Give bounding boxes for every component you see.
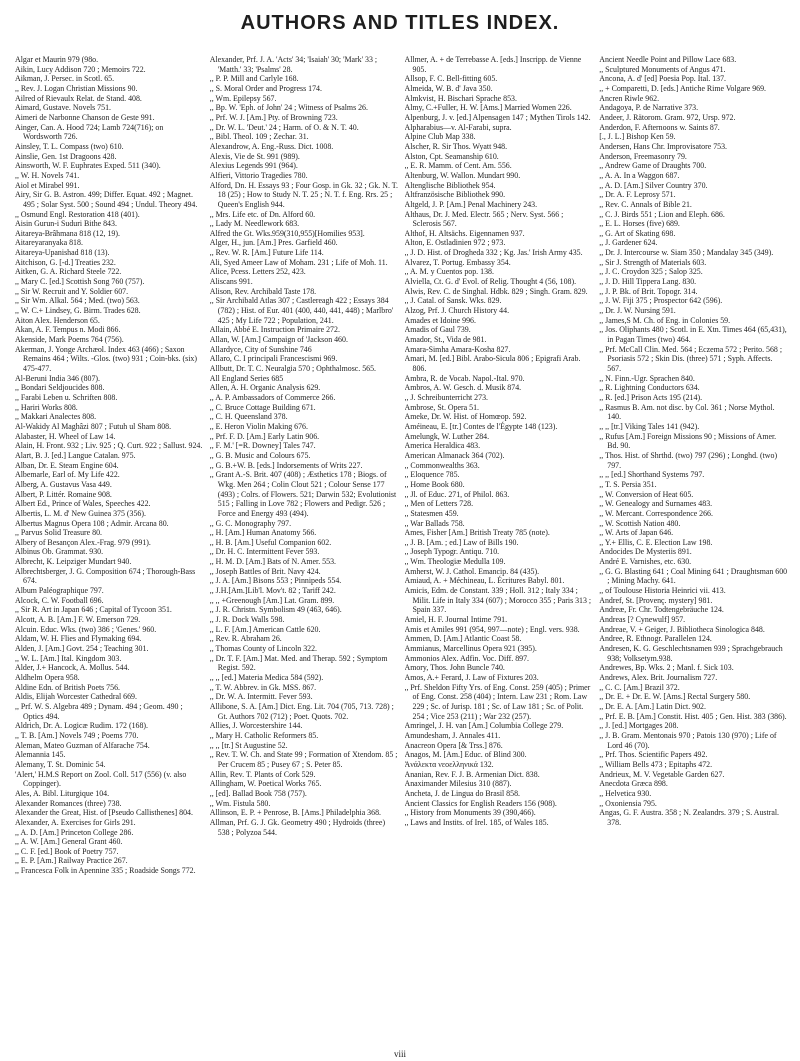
index-entry: Aitareya-Brâhmana 818 (12, 19). bbox=[15, 228, 120, 238]
index-entry: ,, H. B. [Am.] Useful Companion 602. bbox=[209, 537, 332, 547]
index-entry: Aitareyaranyaka 818. bbox=[15, 238, 83, 248]
index-entry: Aitchison, G. [-d.] Treaties 232. bbox=[15, 257, 116, 267]
index-entry: Anacreon Opera [& Trss.] 876. bbox=[404, 740, 503, 750]
index-entry: Alpenburg, J. v. [ed.] Alpensagen 147 ; Mythen Tirols 142. bbox=[404, 112, 591, 122]
index-entry: Alemany, T. St. Dominic 54. bbox=[15, 759, 106, 769]
index-entry: Andocides De Mysteriis 891. bbox=[599, 547, 692, 557]
index-entry: Alemannia 145. bbox=[15, 750, 66, 760]
index-entry: ,, ,, [ed.] Materia Medica 584 (592). bbox=[209, 673, 324, 682]
index-entry: Aldam, W. H. Flies and Flymaking 694. bbox=[15, 634, 142, 644]
index-entry: Allies, J. Worcestershire 144. bbox=[209, 721, 303, 731]
index-entry: Alcott, A. B. [Am.] F. W. Emerson 729. bbox=[15, 615, 141, 625]
index-entry: ,, Parvus Solid Treasure 80. bbox=[15, 528, 103, 538]
index-entry: Amherst, W. J. Cathol. Emancip. 84 (435). bbox=[404, 566, 540, 576]
index-entry: Algar et Maurin 979 (98o. bbox=[15, 55, 99, 64]
index-entry: Albrechtsberger, J. G. Composition 674 ; Thorough-Bass 674. bbox=[15, 566, 196, 586]
index-entry: ,, Sir Wm. Alkal. 564 ; Med. (two) 563. bbox=[15, 296, 140, 306]
index-entry: ,, Farabi Leben u. Schriften 808. bbox=[15, 392, 118, 402]
index-entry: Althaus, Dr. J. Med. Electr. 565 ; Nerv. Syst. 566 ; Sclerosis 567. bbox=[404, 209, 564, 229]
index-entry: Ali, Syed Ameer Law of Moham. 231 ; Life of Moh. 11. bbox=[209, 257, 388, 267]
index-entry: ,, Dr. J. Intercourse w. Siam 350 ; Mandalay 345 (349). bbox=[599, 248, 774, 258]
index-entry: ,, Oxoniensia 795. bbox=[599, 798, 657, 808]
index-entry: Ainger, Can. A. Hood 724; Lamb 724(716); on Wordsworth 726. bbox=[15, 122, 164, 142]
index-entry: Alfieri, Vittorio Tragedies 780. bbox=[209, 170, 308, 180]
index-entry: Amiel, H. F. Journal Intime 791. bbox=[404, 615, 508, 625]
index-entry: ,, Home Book 680. bbox=[404, 479, 465, 489]
index-entry: ,, Dr. E. A. [Am.] Latin Dict. 902. bbox=[599, 701, 706, 711]
index-entry: Amundesham, J. Annales 411. bbox=[404, 730, 501, 740]
index-entry: Allan, W. [Am.] Campaign of 'Jackson 460. bbox=[209, 335, 348, 345]
index-entry: Aleman, Mateo Guzman of Alfarache 754. bbox=[15, 740, 150, 750]
index-entry: ,, Prf. F. D. [Am.] Early Latin 906. bbox=[209, 431, 320, 441]
index-entry: Alexius Legends 991 (964). bbox=[209, 161, 298, 171]
index-entry: ,, Sir Archibald Atlas 307 ; Castlereagh 422 ; Essays 384 (782) ; Hist. of Eur. 401 (400, 440, 441, 448) ; Marlbro' 425 ; My Life 722 ; Population, 241. bbox=[209, 296, 394, 325]
index-entry: Ancona, A. d' [ed] Poesia Pop. Ital. 137. bbox=[599, 74, 727, 84]
index-entry: ,, Commonwealths 363. bbox=[404, 460, 480, 470]
index-entry: Ammen, D. [Am.] Atlantic Coast 58. bbox=[404, 634, 522, 644]
index-entry: Alzog, Prf. J. Church History 44. bbox=[404, 306, 510, 316]
index-entry: ,, T. W. Abbrev. in Gk. MSS. 867. bbox=[209, 682, 317, 692]
index-entry: [., J. L.] Bishop Ken 59. bbox=[599, 132, 676, 142]
index-entry: Albery of Besançon Alex.-Frag. 979 (991). bbox=[15, 537, 151, 547]
index-entry: Aldhelm Opera 958. bbox=[15, 673, 80, 682]
index-entry: Amiaud, A. + Méchineau, L. Écritures Babyl. 801. bbox=[404, 576, 565, 586]
index-entry: ,, Thos. Hist. of Shrthd. (two) 797 (296) ; Longhd. (two) 797. bbox=[599, 450, 778, 470]
index-entry: ,, Dr. W. A. Intermitt. Fever 593. bbox=[209, 692, 313, 702]
index-entry: American Almanack 364 (702). bbox=[404, 450, 505, 460]
index-entry: Alton, E. Ostladinien 972 ; 973. bbox=[404, 238, 506, 248]
index-entry: ,, J. R. Dock Walls 598. bbox=[209, 615, 285, 625]
index-entry: Allin, Rev. T. Plants of Cork 529. bbox=[209, 769, 316, 779]
index-entry: 'Alert,' H.M.S Report on Zool. Coll. 517 (556) (v. also Coppinger). bbox=[15, 769, 187, 789]
index-entry: Albrecht, K. Leipziger Mundart 940. bbox=[15, 557, 132, 567]
index-entry: Albinus Ob. Grammat. 930. bbox=[15, 547, 104, 557]
index-entry: ,, J.H.[Am.]Lib'l. Mov't. 82 ; Tariff 242. bbox=[209, 586, 336, 596]
index-entry: Aisin Gurun-i Suduri Bithe 843. bbox=[15, 219, 117, 229]
index-entry: Alabaster, H. Wheel of Law 14. bbox=[15, 431, 116, 441]
index-entry: ,, W. Genealogy and Surnames 483. bbox=[599, 499, 713, 509]
index-entry: ,, J. [ed.] Mortgages 208. bbox=[599, 721, 679, 731]
index-entry: Alexis, Vie de St. 991 (989). bbox=[209, 151, 300, 161]
index-entry: Ammianus, Marcellinus Opera 921 (395). bbox=[404, 644, 537, 654]
index-entry: ,, R. [ed.] Prison Acts 195 (214). bbox=[599, 392, 703, 402]
index-entry: Altenburg, W. Wallon. Mundart 990. bbox=[404, 170, 521, 180]
index-entry: Alban, Dr. E. Steam Engine 604. bbox=[15, 460, 119, 470]
index-entry: Almeida, W. B. d' Java 350. bbox=[404, 83, 493, 93]
index-entry: Allain, Abbé E. Instruction Primaire 272. bbox=[209, 325, 340, 335]
index-entry: Ananian, Rev. F. J. B. Armenian Dict. 838. bbox=[404, 769, 540, 779]
index-entry: ,, Mary C. [ed.] Scottish Song 760 (757). bbox=[15, 277, 145, 287]
index-entry: Ammonios Alex. Adfin. Voc. Diff. 897. bbox=[404, 653, 529, 663]
index-entry: Albert, P. Littér. Romaine 908. bbox=[15, 489, 112, 499]
index-entry: ,, W. L. [Am.] Ital. Kingdom 303. bbox=[15, 653, 122, 663]
index-entry: Allmer, A. + de Terrebasse A. [eds.] Inscripp. de Vienne 905. bbox=[404, 55, 582, 74]
index-entry: ,, Rev. J. Logan Christian Missions 90. bbox=[15, 83, 138, 93]
index-entry: ,, W. Mercant. Correspondence 266. bbox=[599, 508, 713, 518]
index-entry: Alpharabius—v. Al-Farabi, supra. bbox=[404, 122, 512, 132]
index-entry: Anecdota Græca 898. bbox=[599, 779, 668, 789]
index-entry: Andree, R. Ethnogr. Parallelen 124. bbox=[599, 634, 712, 644]
index-entry: Amara-Simha Amara-Kosha 827. bbox=[404, 344, 511, 354]
index-entry: ,, Prf. Thos. Scientific Papers 492. bbox=[599, 750, 708, 760]
index-entry: ,, A. D. [Am.] Silver Country 370. bbox=[599, 180, 708, 190]
index-column-2 bbox=[210, 55, 399, 1045]
index-entry: ,, Prf. E. B. [Am.] Constit. Hist. 405 ; Gen. Hist. 383 (386). bbox=[599, 711, 787, 721]
index-entry: Althof, H. Altsächs. Eigennamen 937. bbox=[404, 228, 525, 238]
index-entry: Ambrose, St. Opera 51. bbox=[404, 402, 480, 412]
index-entry: Albertis, L. M. d' New Guinea 375 (356). bbox=[15, 508, 146, 518]
index-entry: Allen, A. H. Organic Analysis 629. bbox=[209, 383, 321, 393]
index-entry: ,, J. W. Fiji 375 ; Prospector 642 (596). bbox=[599, 296, 723, 306]
index-entry: Aitken, G. A. Richard Steele 722. bbox=[15, 267, 122, 277]
index-entry: ,, C. C. [Am.] Brazil 372. bbox=[599, 682, 680, 692]
index-entry: Amicis, Edm. de Constant. 339 ; Holl. 312 ; Italy 334 ; Milit. Life in Italy 334 (607) ; Morocco 355 ; Paris 313 ; Spain 337. bbox=[404, 586, 592, 615]
index-entry: Aikman, J. Persec. in Scotl. 65. bbox=[15, 74, 115, 84]
index-entry: ,, T. S. Persia 351. bbox=[599, 479, 657, 489]
index-entry: ,, J. Catal. of Sansk. Wks. 829. bbox=[404, 296, 502, 306]
index-entry: ,, Y.+ Ellis, C. E. Election Law 198. bbox=[599, 537, 713, 547]
index-entry: ,, J. Gardener 624. bbox=[599, 238, 658, 248]
index-entry: Alviella, Ct. G. d' Evol. of Relig. Thought 4 (56, 108). bbox=[404, 277, 577, 287]
index-entry: Amis et Amiles 991 (954, 997—note) ; Engl. vers. 938. bbox=[404, 624, 580, 634]
index-entry: Ainslie, Gen. 1st Dragoons 428. bbox=[15, 151, 117, 161]
index-entry: ,, Grant A.-S. Brit. 407 (408) ; Æsthetics 178 ; Biogs. of Wkg. Men 264 ; Colin Clout 521 ; Colour Sense 177 (493) ; Colrs. of Flowers. 521; Darwin 532; Evolutionist 515 ; Falling in Love 782 ; Flowers and Pedigr. 526 ; Force and Energy 493 (494). bbox=[209, 470, 397, 518]
index-entry: Aimard, Gustave. Novels 751. bbox=[15, 103, 111, 113]
index-entry: Alfred the Gt. Wks.959(310,955)[Homilies 953]. bbox=[209, 228, 365, 238]
index-entry: Andersen, Hans Chr. Improvisatore 753. bbox=[599, 141, 728, 151]
index-entry: Ales, A. Bibl. Liturgique 104. bbox=[15, 788, 110, 798]
index-entry: ,, J. D. Hill Tippera Lang. 830. bbox=[599, 277, 697, 287]
index-entry: Aimeri de Narbonne Chanson de Geste 991. bbox=[15, 112, 155, 122]
index-entry: Alain, H. Front. 932 ; Liv. 925 ; Q. Curt. 922 ; Sallust. 924. bbox=[15, 441, 203, 451]
index-entry: Amory, Thos. John Buncle 740. bbox=[404, 663, 505, 673]
index-entry: ,, Jl. of Educ. 271, of Philol. 863. bbox=[404, 489, 510, 499]
index-column-4 bbox=[599, 55, 788, 1045]
index-entry: Almkvist, H. Bischari Sprache 853. bbox=[404, 93, 517, 103]
index-entry: Alexander Romances (three) 738. bbox=[15, 798, 122, 808]
index-entry: Alexander the Great, Hist. of [Pseudo Callisthenes] 804. bbox=[15, 808, 193, 818]
index-entry: ,, Sir R. Art in Japan 646 ; Capital of Tycoon 351. bbox=[15, 605, 172, 615]
index-entry: ,, Sir W. Recruit and Y. Soldier 607. bbox=[15, 286, 129, 296]
index-entry: ,, E. P. [Am.] Railway Practice 267. bbox=[15, 856, 128, 866]
index-entry: Andrews, Alex. Brit. Journalism 727. bbox=[599, 673, 718, 682]
index-entry: Altfranzösische Bibliothek 990. bbox=[404, 190, 506, 200]
index-entry: Aldine Edn. of British Poets 756. bbox=[15, 682, 120, 692]
index-entry: Alford, Dn. H. Essays 93 ; Four Gosp. in Gk. 32 ; Gk. N. T. 18 (25) ; How to Study N. T. 25 ; N. T. f. Eng. Rrs. 25 ; Queen's English 944. bbox=[209, 180, 398, 209]
index-entry: ,, Andrew Game of Draughts 700. bbox=[599, 161, 707, 171]
index-entry: Andref, St. [Provenç. mystery] 981. bbox=[599, 595, 713, 605]
index-entry: ,, J. C. Croydon 325 ; Salop 325. bbox=[599, 267, 703, 277]
index-entry: André E. Varnishes, etc. 630. bbox=[599, 557, 692, 567]
index-entry: Ainsworth, W. F. Euphrates Exped. 511 (340). bbox=[15, 161, 161, 171]
index-entry: ,, Bondari Seldjoucides 808. bbox=[15, 383, 105, 393]
index-entry: ,, J. B. Gram. Mentonais 970 ; Patois 130 (970) ; Life of Lord 46 (70). bbox=[599, 730, 777, 750]
index-entry: ,, A. P. Ambassadors of Commerce 266. bbox=[209, 392, 336, 402]
index-entry: ,, Dr. H. C. Intermittent Fever 593. bbox=[209, 547, 320, 557]
index-entry: Amringel, J. H. van [Am.] Columbia College 279. bbox=[404, 721, 564, 731]
index-entry: ,, Mary H. Catholic Reformers 85. bbox=[209, 730, 319, 740]
index-entry: Aikin, Lucy Addison 720 ; Memoirs 722. bbox=[15, 64, 146, 74]
index-entry: Allman, Prf. G. J. Gk. Geometry 490 ; Hydroids (three) 538 ; Polyzoa 544. bbox=[209, 817, 386, 837]
index-entry: ,, James,S M. Ch. of Eng. in Colonies 59. bbox=[599, 315, 731, 325]
index-entry: ,, Jos. Oliphants 480 ; Scotl. in E. Xtn. Times 464 (65,431), in Pagan Times (two) 464. bbox=[599, 325, 787, 345]
index-entry: Andreas [? Cynewulf] 957. bbox=[599, 615, 686, 625]
page-title: AUTHORS AND TITLES INDEX. bbox=[240, 12, 560, 34]
index-entry: ,, F. M.' [=R. Downey] Tales 747. bbox=[209, 441, 316, 451]
index-entry: Alder, J.+ Hancock, A. Mollus. 544. bbox=[15, 663, 130, 673]
index-entry: America Heraldica 483. bbox=[404, 441, 481, 451]
index-entry: Alwis, Rev. C. de Singhal. Hdbk. 829 ; Singh. Gram. 829. bbox=[404, 286, 588, 296]
index-entry: Améineau, E. [tr.] Contes de l'Égypte 148 (123). bbox=[404, 421, 558, 431]
index-entry: Airy, Sir G. B. Astron. 499; Differ. Equat. 492 ; Magnet. 495 ; Solar Syst. 500 ; Sound 494 ; Undul. Theory 494. bbox=[15, 190, 198, 209]
index-entry: ,, W. Arts of Japan 646. bbox=[599, 528, 674, 538]
index-entry: ,, A. D. [Am.] Princeton College 286. bbox=[15, 827, 134, 837]
index-entry: Akan, A. F. Tempus n. Modi 866. bbox=[15, 325, 121, 335]
index-entry: Akenside, Mark Poems 764 (756). bbox=[15, 335, 124, 345]
index-entry: ,, H. M. D. [Am.] Bats of N. Amer. 553. bbox=[209, 557, 336, 567]
index-entry: ,, Dr. A. F. Leprosy 571. bbox=[599, 190, 676, 200]
index-entry: ,, Joseph Typogr. Antiqu. 710. bbox=[404, 547, 500, 557]
index-entry: Alexander, Prf. J. A. 'Acts' 34; 'Isaiah' 30; 'Mark' 33 ; 'Matth.' 33; 'Psalms' 28. bbox=[209, 55, 378, 74]
index-entry: Alpine Club Map 338. bbox=[404, 132, 476, 142]
index-entry: Ames, Fisher [Am.] British Treaty 785 (note). bbox=[404, 528, 550, 538]
page-number: viii bbox=[393, 1049, 406, 1059]
index-entry: ,, Rasmus B. Am. not disc. by Col. 361 ; Norse Mythol. 140. bbox=[599, 402, 775, 422]
index-entry: Alden, J. [Am.] Govt. 254 ; Teaching 301. bbox=[15, 644, 149, 654]
index-entry: ,, Rev. C. Annals of Bible 21. bbox=[599, 199, 692, 209]
index-entry: ,, Francesca Folk in Apennine 335 ; Roadside Songs 772. bbox=[15, 866, 196, 876]
index-entry: ,, Wm. Theologiæ Medulla 109. bbox=[404, 557, 506, 567]
index-entry: ,, Bp. W. 'Eph. of John' 24 ; Witness of Psalms 26. bbox=[209, 103, 368, 113]
index-entry: Alexander, A. Exercises for Girls 291. bbox=[15, 817, 136, 827]
index-entry: ,, Dr. T. F. [Am.] Mat. Med. and Therap. 592 ; Symptom Regist. 592. bbox=[209, 653, 388, 673]
index-entry: ,, C. H. Queensland 378. bbox=[209, 412, 288, 422]
index-entry: ,, Prf. W. S. Algebra 489 ; Dynam. 494 ; Geom. 490 ; Optics 494. bbox=[15, 701, 183, 721]
index-entry: Anderson, Freemasonry 79. bbox=[599, 151, 687, 161]
index-entry: Allibone, S. A. [Am.] Dict. Eng. Lit. 704 (705, 713. 728) ; Gt. Authors 702 (712) ; Poet. Quots. 702. bbox=[209, 701, 394, 721]
index-entry: ,, G. Art of Skating 698. bbox=[599, 228, 676, 238]
index-entry: Aldrich, Dr. A. Logicæ Rudim. 172 (168). bbox=[15, 721, 149, 731]
index-entry: Ameke, Dr. W. Hist. of Homœop. 592. bbox=[404, 412, 527, 422]
index-entry: Ailred of Rievaulx Relat. de Stand. 408. bbox=[15, 93, 142, 103]
index-entry: ,, C. J. Birds 551 ; Lion and Eleph. 686. bbox=[599, 209, 725, 219]
index-entry: ,, A. W. [Am.] General Grant 460. bbox=[15, 837, 123, 847]
index-entry: ,, G. B.+W. B. [eds.] Indorsements of Writs 227. bbox=[209, 460, 363, 470]
index-entry: ,, ,, +Greenough [Am.] Lat. Gram. 899. bbox=[209, 595, 335, 605]
index-entry: Amadis of Gaul 739. bbox=[404, 325, 471, 335]
index-entry: Albemarle, Earl of. My Life 422. bbox=[15, 470, 120, 480]
index-entry: ,, G. C. Monography 797. bbox=[209, 518, 292, 528]
index-entry: Al-Beruni India 346 (807). bbox=[15, 373, 101, 383]
index-entry: Alger, H., jun. [Am.] Pres. Garfield 460. bbox=[209, 238, 338, 248]
index-entry: Altgeld, J. P. [Am.] Penal Machinery 243. bbox=[404, 199, 538, 209]
index-entry: Akerman, J. Yonge Archæol. Index 463 (466) ; Saxon Remains 464 ; Wilts. -Glos. (two) 931 ; Coin-bks. (six) 475-477. bbox=[15, 344, 198, 373]
index-entry: ,, Men of Letters 728. bbox=[404, 499, 474, 509]
index-entry: ,, W. Scottish Nation 480. bbox=[599, 518, 681, 528]
index-entry: Aitareya-Upanishad 818 (13). bbox=[15, 248, 110, 258]
index-entry: Amos, A.+ Ferard, J. Law of Fixtures 203. bbox=[404, 673, 539, 682]
index-entry: ,, Prf. W. J. [Am.] Pty. of Browning 723. bbox=[209, 112, 338, 122]
index-entry: Angas, G. F. Austra. 358 ; N. Zealandrs. 379 ; S. Austral. 378. bbox=[599, 808, 779, 827]
index-entry: ,, Eloquence 785. bbox=[404, 470, 460, 480]
index-entry: Ainsley, T. L. Compass (two) 610. bbox=[15, 141, 124, 151]
index-entry: Andrewes, Bp. Wks. 2 ; Manl. f. Sick 103. bbox=[599, 663, 734, 673]
index-entry: ,, E. Heron Violin Making 676. bbox=[209, 421, 308, 431]
index-entry: ,, Wm. Epilepsy 567. bbox=[209, 93, 277, 103]
index-entry: ,, Hariri Works 808. bbox=[15, 402, 78, 412]
index-entry: Amelungk, W. Luther 284. bbox=[404, 431, 490, 441]
index-entry: Ancheta, J. de Lingua do Brasil 858. bbox=[404, 788, 520, 798]
index-entry: ,, C. Bruce Cottage Building 671. bbox=[209, 402, 316, 412]
index-entry: ,, Joseph Battles of Brit. Navy 424. bbox=[209, 566, 321, 576]
index-entry: Alston, Cpt. Seamanship 610. bbox=[404, 151, 499, 161]
index-entry: Alcuin. Educ. Wks. (two) 386 ; 'Genes.' 960. bbox=[15, 624, 157, 634]
index-entry: ,, N. Finn.-Ugr. Sprachen 840. bbox=[599, 373, 695, 383]
index-entry: Alison, Rev. Archibald Taste 178. bbox=[209, 286, 317, 296]
index-entry: ,, ,, [tr.] Viking Tales 141 (942). bbox=[599, 421, 700, 431]
index-entry: ,, Osmund Engl. Restoration 418 (401). bbox=[15, 209, 140, 219]
index-entry: ,, W. Conversion of Heat 605. bbox=[599, 489, 694, 499]
index-entry: All England Series 685 bbox=[209, 373, 284, 383]
index-entry: Allbutt, Dr. T. C. Neuralgia 570 ; Ophthalmosc. 565. bbox=[209, 364, 377, 373]
index-entry: ,, G. G. Blasting 641 ; Coal Mining 641 ; Draughtsman 600 ; Mining Machy. 641. bbox=[599, 566, 788, 586]
index-entry: ,, J. P. Bk. of Brit. Topogr. 314. bbox=[599, 286, 698, 296]
index-entry: Allsop, F. C. Bell-fitting 605. bbox=[404, 74, 498, 84]
index-entry: Alcock, C. W. Football 696. bbox=[15, 595, 104, 605]
index-entry: Alscher, R. Sir Thos. Wyatt 948. bbox=[404, 141, 508, 151]
index-entry: ,, Rev. R. Abraham 26. bbox=[209, 634, 282, 644]
index-entry: Amades et Idoine 996. bbox=[404, 315, 476, 325]
index-entry: ,, R. Lightning Conductors 634. bbox=[599, 383, 700, 393]
index-entry: ,, ,, [ed.] Shorthand Systems 797. bbox=[599, 470, 705, 480]
index-columns bbox=[15, 55, 788, 1045]
index-entry: Alart, B. J. [ed.] Langue Catalan. 975. bbox=[15, 450, 136, 460]
index-entry: Amari, M. [ed.] Bibl. Arabo-Sicula 806 ; Epigrafi Arab. 806. bbox=[404, 354, 581, 373]
index-entry: Alexandrow, A. Eng.-Russ. Dict. 1008. bbox=[209, 141, 334, 151]
index-entry: ,, Dr. W. L. 'Deut.' 24 ; Harm. of O. & N. T. 40. bbox=[209, 122, 359, 132]
index-entry: ,, Lady M. Needlework 683. bbox=[209, 219, 300, 229]
index-entry: ,, J. D. Hist. of Drogheda 332 ; Kg. Jas.' Irish Army 435. bbox=[404, 248, 583, 258]
index-entry: ,, Sir J. Strength of Materials 603. bbox=[599, 257, 707, 267]
index-entry: ,, Dr. E. + Dr. E. W. [Ams.] Rectal Surgery 580. bbox=[599, 692, 751, 702]
index-entry: Al-Wakidy Al Maghâzi 807 ; Futuh ul Sham 808. bbox=[15, 421, 172, 431]
index-entry: Album Paléographique 797. bbox=[15, 586, 104, 596]
index-entry: Andreæ, Fr. Chr. Todtengebräuche 124. bbox=[599, 605, 724, 615]
index-entry: ,, L. F. [Am.] American Cattle 620. bbox=[209, 624, 321, 634]
index-entry: Allaro, C. I principali Francescismi 969. bbox=[209, 354, 338, 364]
index-entry: ,, H. [Am.] Human Anatomy 566. bbox=[209, 528, 317, 538]
index-entry: ,, T. B. [Am.] Novels 749 ; Poems 770. bbox=[15, 730, 139, 740]
index-entry: ,, E. R. Mamm. of Cent. Am. 556. bbox=[404, 161, 512, 171]
index-entry: ,, S. Moral Order and Progress 174. bbox=[209, 83, 322, 93]
index-entry: Andagoya, P. de Narrative 373. bbox=[599, 103, 699, 113]
index-entry: ,, Prf. McCall Clin. Med. 564 ; Eczema 572 ; Perito. 568 ; Psoriasis 572 ; Skin Dis. (three) 571 ; Syph. Affects. 567. bbox=[599, 344, 783, 373]
index-entry: ,, Statesmen 459. bbox=[404, 508, 459, 518]
index-entry: Andrieux, M. V. Vegetable Garden 627. bbox=[599, 769, 725, 779]
index-entry: ,, J. R. Christn. Symbolism 49 (463, 646). bbox=[209, 605, 342, 615]
index-entry: ,, History from Monuments 39 (390,466). bbox=[404, 808, 536, 818]
index-entry: ,, [ed]. Ballad Book 758 (757). bbox=[209, 788, 307, 798]
index-entry: ,, Bibl. Theol. 109 ; Zechar. 31. bbox=[209, 132, 309, 142]
index-entry: Aiol et Mirabel 991. bbox=[15, 180, 80, 190]
index-entry: Andreae, V. + Geiger, J. Bibliotheca Sinologica 848. bbox=[599, 624, 765, 634]
index-entry: ,, William Bells 473 ; Epitaphs 472. bbox=[599, 759, 713, 769]
index-entry: ,, C. F. [ed.] Book of Poetry 757. bbox=[15, 846, 119, 856]
index-entry: ,, Helvetica 930. bbox=[599, 788, 652, 798]
index-entry: Anaximander Milesius 310 (887). bbox=[404, 779, 512, 789]
index-entry: ,, E. L. Horses (five) 689. bbox=[599, 219, 680, 229]
index-entry: ,, Rufus [Am.] Foreign Missions 90 ; Missions of Amer. Bd. 90. bbox=[599, 431, 777, 451]
index-entry: Allingham, W. Poetical Works 765. bbox=[209, 779, 322, 789]
index-entry: Alberg, A. Gustavus Vasa 449. bbox=[15, 479, 112, 489]
index-entry: Aliscans 991. bbox=[209, 277, 253, 287]
index-entry: ,, A. A. In a Waggon 687. bbox=[599, 170, 680, 180]
index-entry: ,, Mrs. Life etc. of Dn. Alford 60. bbox=[209, 209, 316, 219]
index-entry: Anderdon, F. Afternoons w. Saints 87. bbox=[599, 122, 720, 132]
index-entry: Andeer, J. Rätorom. Gram. 972, Ursp. 972. bbox=[599, 112, 736, 122]
index-entry: ,, Rev. W. R. [Am.] Future Life 114. bbox=[209, 248, 324, 258]
index-entry: ,, W. C.+ Lindsey, G. Birm. Trades 628. bbox=[15, 306, 141, 316]
index-entry: Aiton Alex. Henderson 65. bbox=[15, 315, 100, 325]
index-entry: Allinson, E. P. + Penrose, B. [Ams.] Philadelphia 368. bbox=[209, 808, 381, 818]
index-entry: Ambros, A. W. Gesch. d. Musik 874. bbox=[404, 383, 522, 393]
index-entry: ,, Wm. Fistula 580. bbox=[209, 798, 271, 808]
index-entry: ,, W. H. Novels 741. bbox=[15, 170, 80, 180]
index-entry: ,, Dr. J. W. Nursing 591. bbox=[599, 306, 676, 316]
index-entry: ,, G. B. Music and Colours 675. bbox=[209, 450, 311, 460]
index-entry: ,, Sculptured Monuments of Angus 471. bbox=[599, 64, 726, 74]
index-entry: Aldis, Elijah Worcester Cathedral 669. bbox=[15, 692, 137, 702]
index-entry: ,, Rev. T. W. Ch. and State 99 ; Formation of Xtendom. 85 ; Per Crucem 85 ; Pusey 67 ; S. Peter 85. bbox=[209, 750, 398, 769]
index-entry: Ancren Riwle 962. bbox=[599, 93, 660, 103]
index-entry: ,, Thomas County of Lincoln 322. bbox=[209, 644, 317, 654]
index-entry: ,, + Comparetti, D. [eds.] Antiche Rime Volgare 969. bbox=[599, 83, 767, 93]
index-entry: Ancient Needle Point and Pillow Lace 683. bbox=[599, 55, 737, 64]
index-entry: Anagos, M. [Am.] Educ. of Blind 300. bbox=[404, 750, 527, 760]
index-entry: Altenglische Bibliothek 954. bbox=[404, 180, 496, 190]
index-entry: Ambra, R. de Vocab. Napol.-Ital. 970. bbox=[404, 373, 525, 383]
index-entry: ,, P. P. Mill and Carlyle 168. bbox=[209, 74, 299, 84]
index-entry: ,, Laws and Instits. of Irel. 185, of Wales 185. bbox=[404, 817, 549, 827]
index-entry: Amador, St., Vida de 981. bbox=[404, 335, 487, 345]
index-entry: ,, of Toulouse Historia Heinrici vii. 413. bbox=[599, 586, 726, 596]
index-entry: ,, J. Schreibunterricht 273. bbox=[404, 392, 488, 402]
index-entry: ,, J. A. [Am.] Bisons 553 ; Pinnipeds 554. bbox=[209, 576, 342, 586]
index-entry: Andresen, K. G. Geschlechtsnamen 939 ; Sprachgebrauch 938; Volksetym.938. bbox=[599, 644, 783, 663]
index-entry: ,, A. M. y Cuentos pop. 138. bbox=[404, 267, 494, 277]
index-column-3 bbox=[405, 55, 594, 1045]
index-entry: Allardyce, City of Sunshine 746 bbox=[209, 344, 312, 354]
index-column-1 bbox=[15, 55, 204, 1045]
index-entry: Albert Ed., Prince of Wales, Speeches 422. bbox=[15, 499, 151, 509]
index-entry: Alvarez, T. Portug. Embassy 354. bbox=[404, 257, 511, 267]
index-entry: ,, ,, [tr.] St Augustine 52. bbox=[209, 740, 288, 750]
index-entry: ,, Makkari Analectes 808. bbox=[15, 412, 97, 422]
index-entry: ,, Prf. Sheldon Fifty Yrs. of Eng. Const. 259 (405) ; Primer of Eng. Const. 258 (404) ; Intern. Law 231 ; Rom. Law 229 ; Sc. of Jurisp. 181 ; Sc. of Law 181 ; Sc. of Polit. 254 ; Vice 253 (211) ; War 232 (257). bbox=[404, 682, 591, 721]
index-entry: ,, War Ballads 758. bbox=[404, 518, 465, 528]
index-entry: Ancient Classics for English Readers 156 (908). bbox=[404, 798, 557, 808]
index-entry: Ἀνάλεκτα νεοελληνικά 132. bbox=[404, 759, 494, 769]
index-entry: Almy, C.+Fuller, H. W. [Ams.] Married Women 226. bbox=[404, 103, 572, 113]
index-entry: Alice, Pcess. Letters 252, 423. bbox=[209, 267, 306, 277]
index-entry: Albertus Magnus Opera 108 ; Admir. Arcana 80. bbox=[15, 518, 169, 528]
index-entry: ,, J. B. [Am. ; ed.] Law of Bills 190. bbox=[404, 537, 519, 547]
